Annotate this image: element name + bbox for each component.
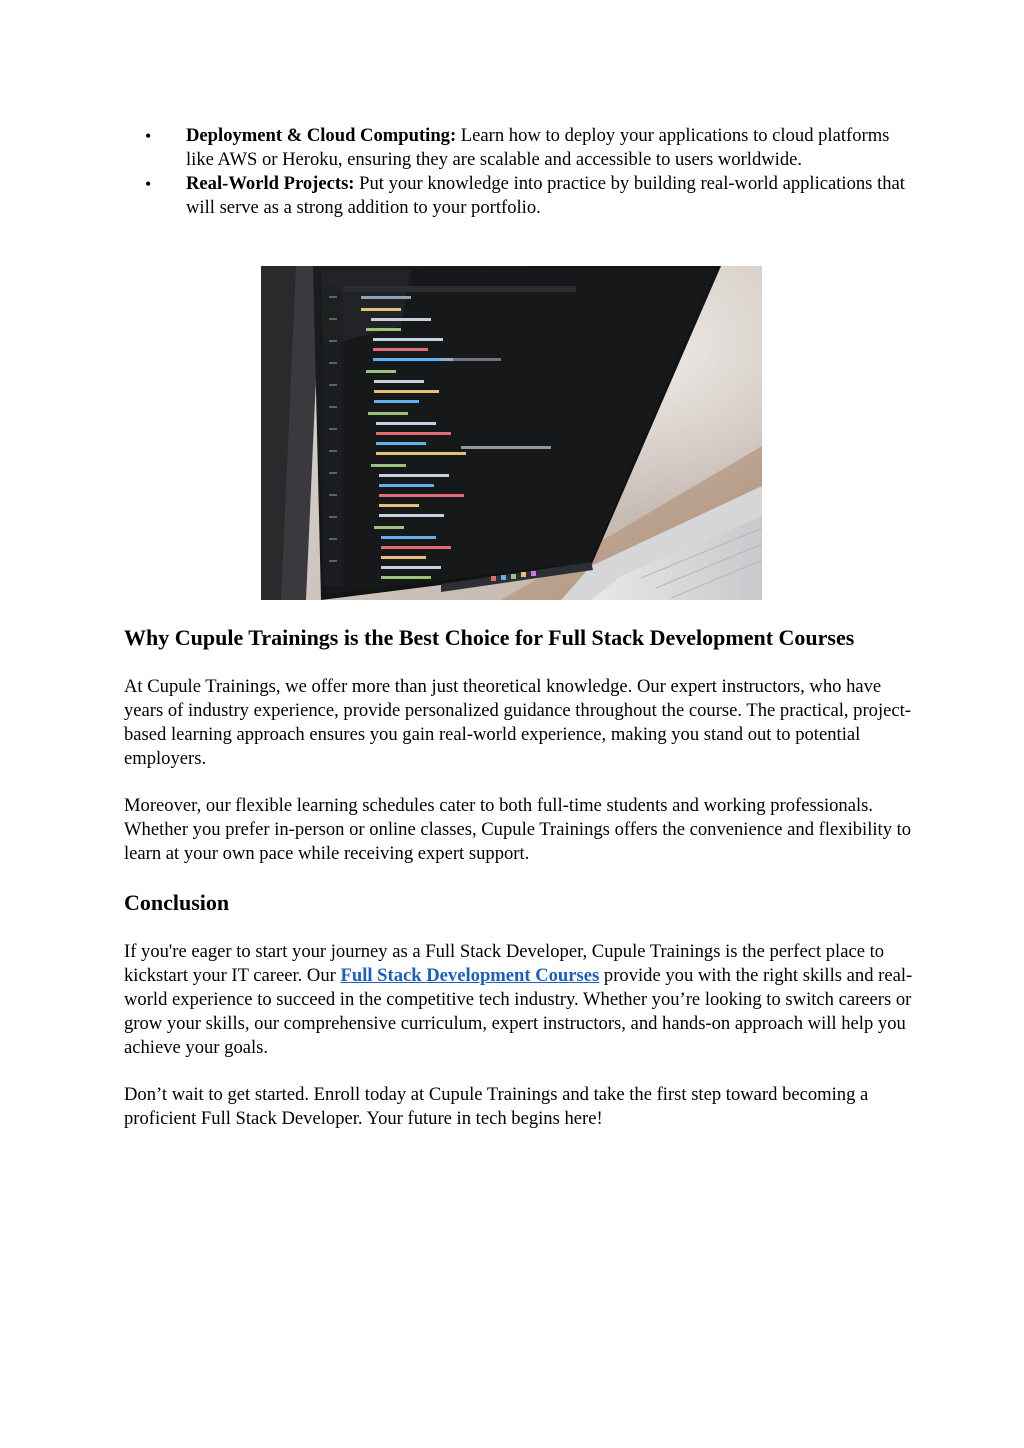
list-item-title: Real-World Projects: (186, 173, 355, 194)
why-paragraph-1: At Cupule Trainings, we offer more than just theoretical knowledge. Our expert instructors, who have years of industry experience, provide personalized guidance throughout the course. The practical, project-based learning approach ensures you gain real-world experience, making you stand out to potential employers. (124, 676, 912, 769)
list-item (124, 124, 914, 172)
full-stack-courses-link[interactable]: Full Stack Development Courses (340, 965, 600, 986)
section-heading-conclusion: Conclusion (124, 890, 230, 915)
conclusion-paragraph-1 (124, 940, 914, 1060)
list-item-text: Learn how to deploy your applications to cloud platforms like AWS or Heroku, ensuring they are scalable and accessible to users worldwide. (186, 125, 890, 170)
feature-list (124, 124, 914, 220)
conclusion-text-after-link: provide you with the right skills and real-world experience to succeed in the competitive tech industry. Whether you’re looking to switch careers or grow your skills, our comprehensive curriculum, expert instructors, and hands-on approach will help you achieve your goals. (124, 965, 913, 1058)
why-paragraph-2: Moreover, our flexible learning schedules cater to both full-time students and working professionals. Whether you prefer in-person or online classes, Cupule Trainings offers the convenience and flexibility to learn at your own pace while receiving expert support. (124, 795, 912, 864)
list-item (124, 172, 914, 220)
laptop-code-photo (261, 266, 762, 600)
conclusion-text-before-link: If you're eager to start your journey as a Full Stack Developer, Cupule Trainings is the perfect place to kickstart your IT career. Our (124, 941, 885, 986)
list-item-text: Put your knowledge into practice by building real-world applications that will serve as a strong addition to your portfolio. (186, 173, 905, 218)
list-item-title: Deployment & Cloud Computing: (186, 125, 457, 146)
bullet-icon: • (145, 126, 152, 146)
conclusion-paragraph-2: Don’t wait to get started. Enroll today at Cupule Trainings and take the first step toward becoming a proficient Full Stack Developer. Your future in tech begins here! (124, 1084, 869, 1129)
section-heading-why: Why Cupule Trainings is the Best Choice for Full Stack Development Courses (124, 625, 855, 650)
bullet-icon: • (145, 174, 152, 194)
